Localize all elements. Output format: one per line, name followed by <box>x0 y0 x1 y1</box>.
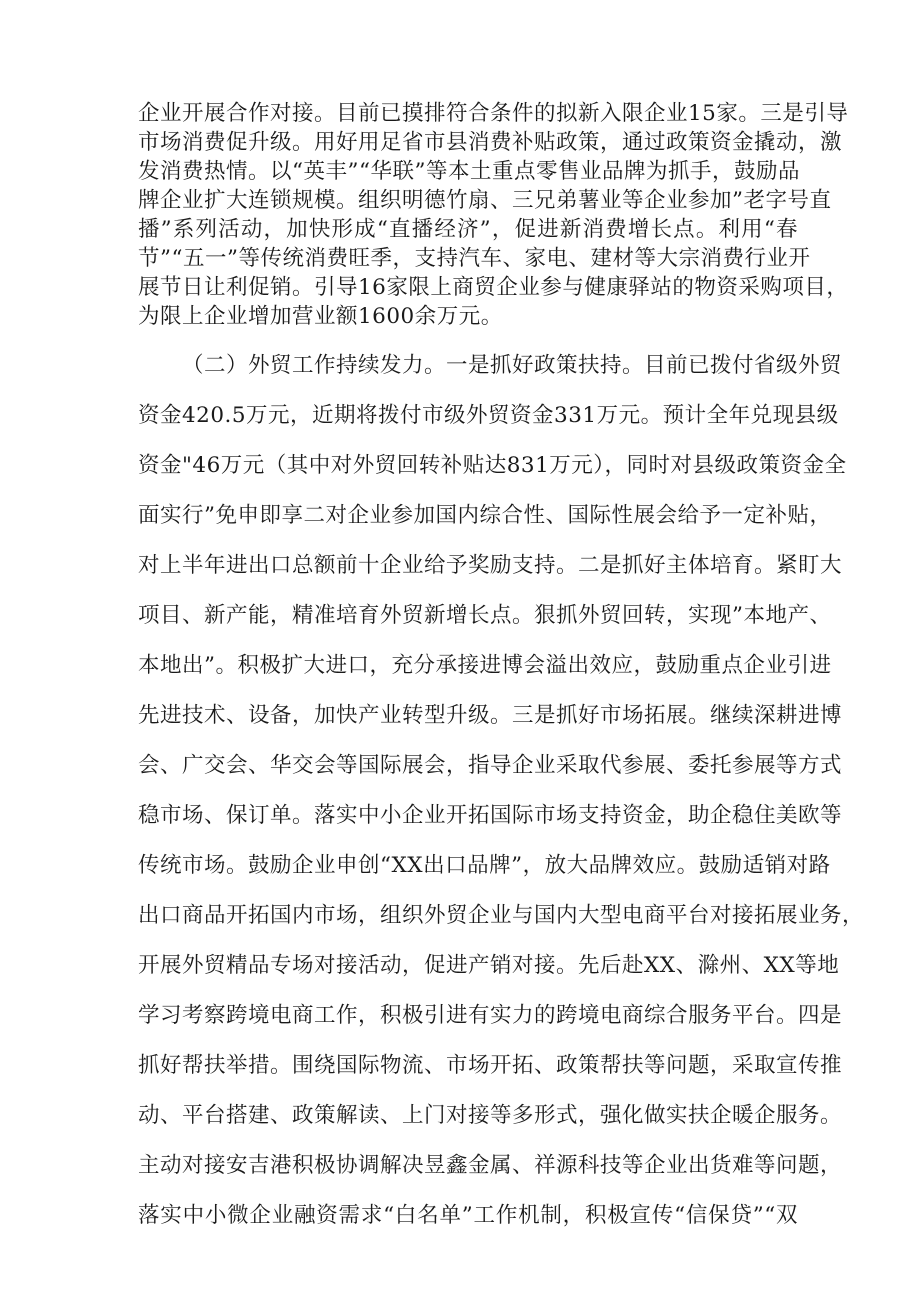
text-line: 出口商品开拓国内市场，组织外贸企业与国内大型电商平台对接拓展业务， <box>138 903 865 928</box>
text-line: 为限上企业增加营业额1600余万元。 <box>138 304 503 329</box>
text-line: 市场消费促升级。用好用足省市县消费补贴政策，通过政策资金撬动，激 <box>138 130 843 155</box>
text-line: 主动对接安吉港积极协调解决昱鑫金属、祥源科技等企业出货难等问题， <box>138 1153 843 1178</box>
text-line: 学习考察跨境电商工作，积极引进有实力的跨境电商综合服务平台。四是 <box>138 1003 843 1028</box>
text-line: 抓好帮扶举措。围绕国际物流、市场开拓、政策帮扶等问题，采取宣传推 <box>138 1053 843 1078</box>
text-line: 稳市场、保订单。落实中小企业开拓国际市场支持资金，助企稳住美欧等 <box>138 803 843 828</box>
text-line: 企业开展合作对接。目前已摸排符合条件的拟新入限企业15家。三是引导 <box>138 101 849 126</box>
text-line: 面实行”免申即享二对企业参加国内综合性、国际性展会给予一定补贴， <box>138 503 832 528</box>
text-line: 传统市场。鼓励企业申创“XX出口品牌”，放大品牌效应。鼓励适销对路 <box>138 853 831 878</box>
text-line: 项目、新产能，精准培育外贸新增长点。狠抓外贸回转，实现”本地产、 <box>138 603 832 628</box>
text-line: 牌企业扩大连锁规模。组织明德竹扇、三兄弟薯业等企业参加”老字号直 <box>138 188 832 213</box>
text-line: 开展外贸精品专场对接活动，促进产销对接。先后赴XX、滁州、XX等地 <box>138 953 840 978</box>
text-line: 展节日让利促销。引导16家限上商贸企业参与健康驿站的物资采购项目， <box>138 275 849 300</box>
text-line: 对上半年进出口总额前十企业给予奖励支持。二是抓好主体培育。紧盯大 <box>138 553 843 578</box>
text-line: 播”系列活动，加快形成“直播经济”，促进新消费增长点。利用“春 <box>138 217 798 242</box>
text-line: 会、广交会、华交会等国际展会，指导企业采取代参展、委托参展等方式 <box>138 753 843 778</box>
text-line: 动、平台搭建、政策解读、上门对接等多形式，强化做实扶企暖企服务。 <box>138 1103 843 1128</box>
text-line: 先进技术、设备，加快产业转型升级。三是抓好市场拓展。继续深耕进博 <box>138 703 843 728</box>
text-line: 资金420.5万元，近期将拨付市级外贸资金331万元。预计全年兑现县级 <box>138 403 839 428</box>
text-line: 节”“五一”等传统消费旺季，支持汽车、家电、建材等大宗消费行业开 <box>138 246 811 271</box>
text-line: 发消费热情。以“英丰”“华联”等本土重点零售业品牌为抓手，鼓励品 <box>138 159 800 184</box>
text-line: 本地出”。积极扩大进口，充分承接进博会溢出效应，鼓励重点企业引进 <box>138 653 832 678</box>
text-line: （二）外贸工作持续发力。一是抓好政策扶持。目前已拨付省级外贸 <box>182 353 843 378</box>
text-line: 落实中小微企业融资需求“白名单”工作机制，积极宣传“信保贷”“双 <box>138 1203 798 1228</box>
text-line: 资金"46万元（其中对外贸回转补贴达831万元），同时对县级政策资金全 <box>138 453 847 478</box>
